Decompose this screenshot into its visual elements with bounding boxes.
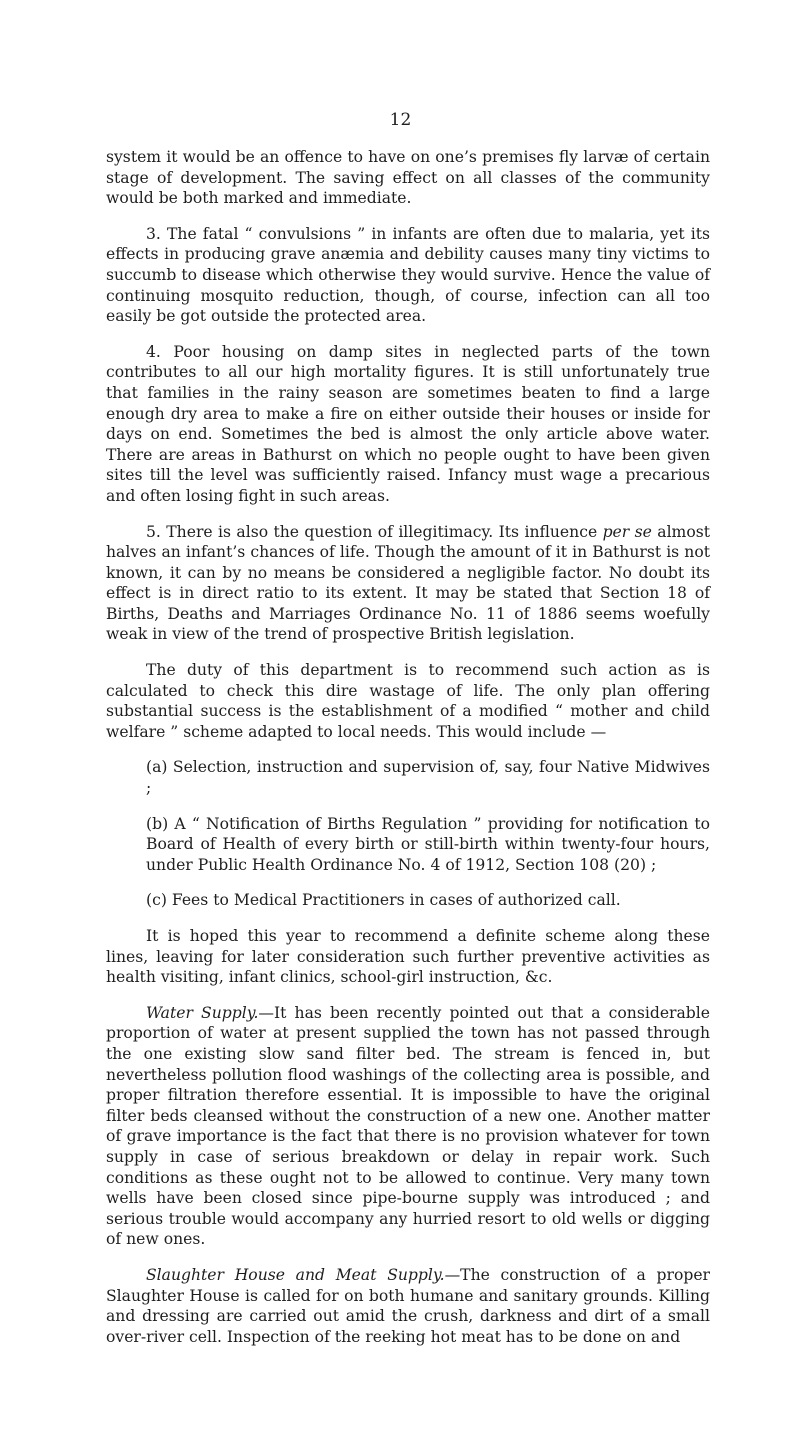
paragraph-point-5-text-a: 5. There is also the question of illegitimacy. Its influence [146,522,603,541]
paragraph-point-5 [106,522,710,646]
list-item-c-text: Fees to Medical Practitioners in cases of authorized call. [166,891,621,910]
slaughter-house-text: —The construction of a proper Slaughter House is called for on both humane and sanitary grounds. Killing and dressing are carried out amid the crush, darkness and dirt of a small over-river cell. Inspection of the reeking hot meat has to be done on and [106,1265,711,1346]
list-marker-c: (c) [146,891,167,910]
list-item-c [106,890,710,911]
latin-phrase: per se [602,522,652,541]
body-text [106,147,710,1362]
paragraph-department-duty: The duty of this department is to recommend such action as is calculated to check this dire wastage of life. The only plan offering substantial success is the establishment of a modified “ mother and child welfare ” scheme adapted to local needs. This would include — [106,661,710,741]
list-marker-a: (a) [146,758,168,777]
page-number: 12 [389,110,412,130]
paragraph-water-supply [106,1003,710,1250]
list-item-a [106,757,710,798]
water-supply-heading: Water Supply. [146,1003,259,1022]
list-item-b-text: A “ Notification of Births Regulation ” providing for notification to Board of Health of every birth or still-birth within twenty-four hours, under Public Health Ordinance No. 4 of 1912, Section 108 (20) ; [146,814,710,874]
slaughter-house-heading: Slaughter House and Meat Supply. [146,1265,445,1284]
list-marker-b: (b) [146,814,169,833]
paragraph-scheme: It is hoped this year to recommend a definite scheme along these lines, leaving for later consideration such further preventive activities as health visiting, infant clinics, school-girl instruction, &c. [106,927,710,987]
paragraph-point-4: 4. Poor housing on damp sites in neglected parts of the town contributes to all our high mortality figures. It is still unfortunately true that families in the rainy season are sometimes beaten to find a large enough dry area to make a fire on either outside their houses or inside for days on end. Sometimes the bed is almost the only article above water. There are areas in Bathurst on which no people ought to have been given sites till the level was sufficiently raised. Infancy must wage a precarious and often losing fight in such areas. [106,342,710,505]
list-item-b [106,814,710,876]
list-item-a-text: Selection, instruction and supervision of, say, four Native Midwives ; [146,758,710,798]
water-supply-text: —It has been recently pointed out that a considerable proportion of water at present supplied the town has not passed through the one existing slow sand filter bed. The stream is fenced in, but nevertheless pollution flood washings of the collecting area is possible, and proper filtration therefore essential. It is impossible to have the original filter beds cleansed without the construction of a new one. Another matter of grave importance is the fact that there is no provision whatever for town supply in case of serious breakdown or delay in repair work. Such conditions as these ought not to be allowed to continue. Very many town wells have been closed since pipe-bourne supply was introduced ; and serious trouble would accompany any hurried resort to old wells or digging of new ones. [106,1003,710,1249]
paragraph-slaughter-house [106,1265,710,1347]
paragraph-point-5-text-b: almost halves an infant’s chances of life. Though the amount of it in Bathurst is not known, it can by no means be considered a negligible factor. No doubt its effect is in direct ratio to its extent. It may be stated that Section 18 of Births, Deaths and Marriages Ordinance No. 11 of 1886 seems woefully weak in view of the trend of prospective British legislation. [106,522,710,644]
paragraph-point-3: 3. The fatal “ convulsions ” in infants are often due to malaria, yet its effects in producing grave anæmia and debility causes many tiny victims to succumb to disease which otherwise they would survive. Hence the value of continuing mosquito reduction, though, of course, infection can all too easily be got outside the protected area. [106,224,710,326]
paragraph-continuation: system it would be an offence to have on one’s premises fly larvæ of certain stage of development. The saving effect on all classes of the community would be both marked and immediate. [106,148,710,208]
